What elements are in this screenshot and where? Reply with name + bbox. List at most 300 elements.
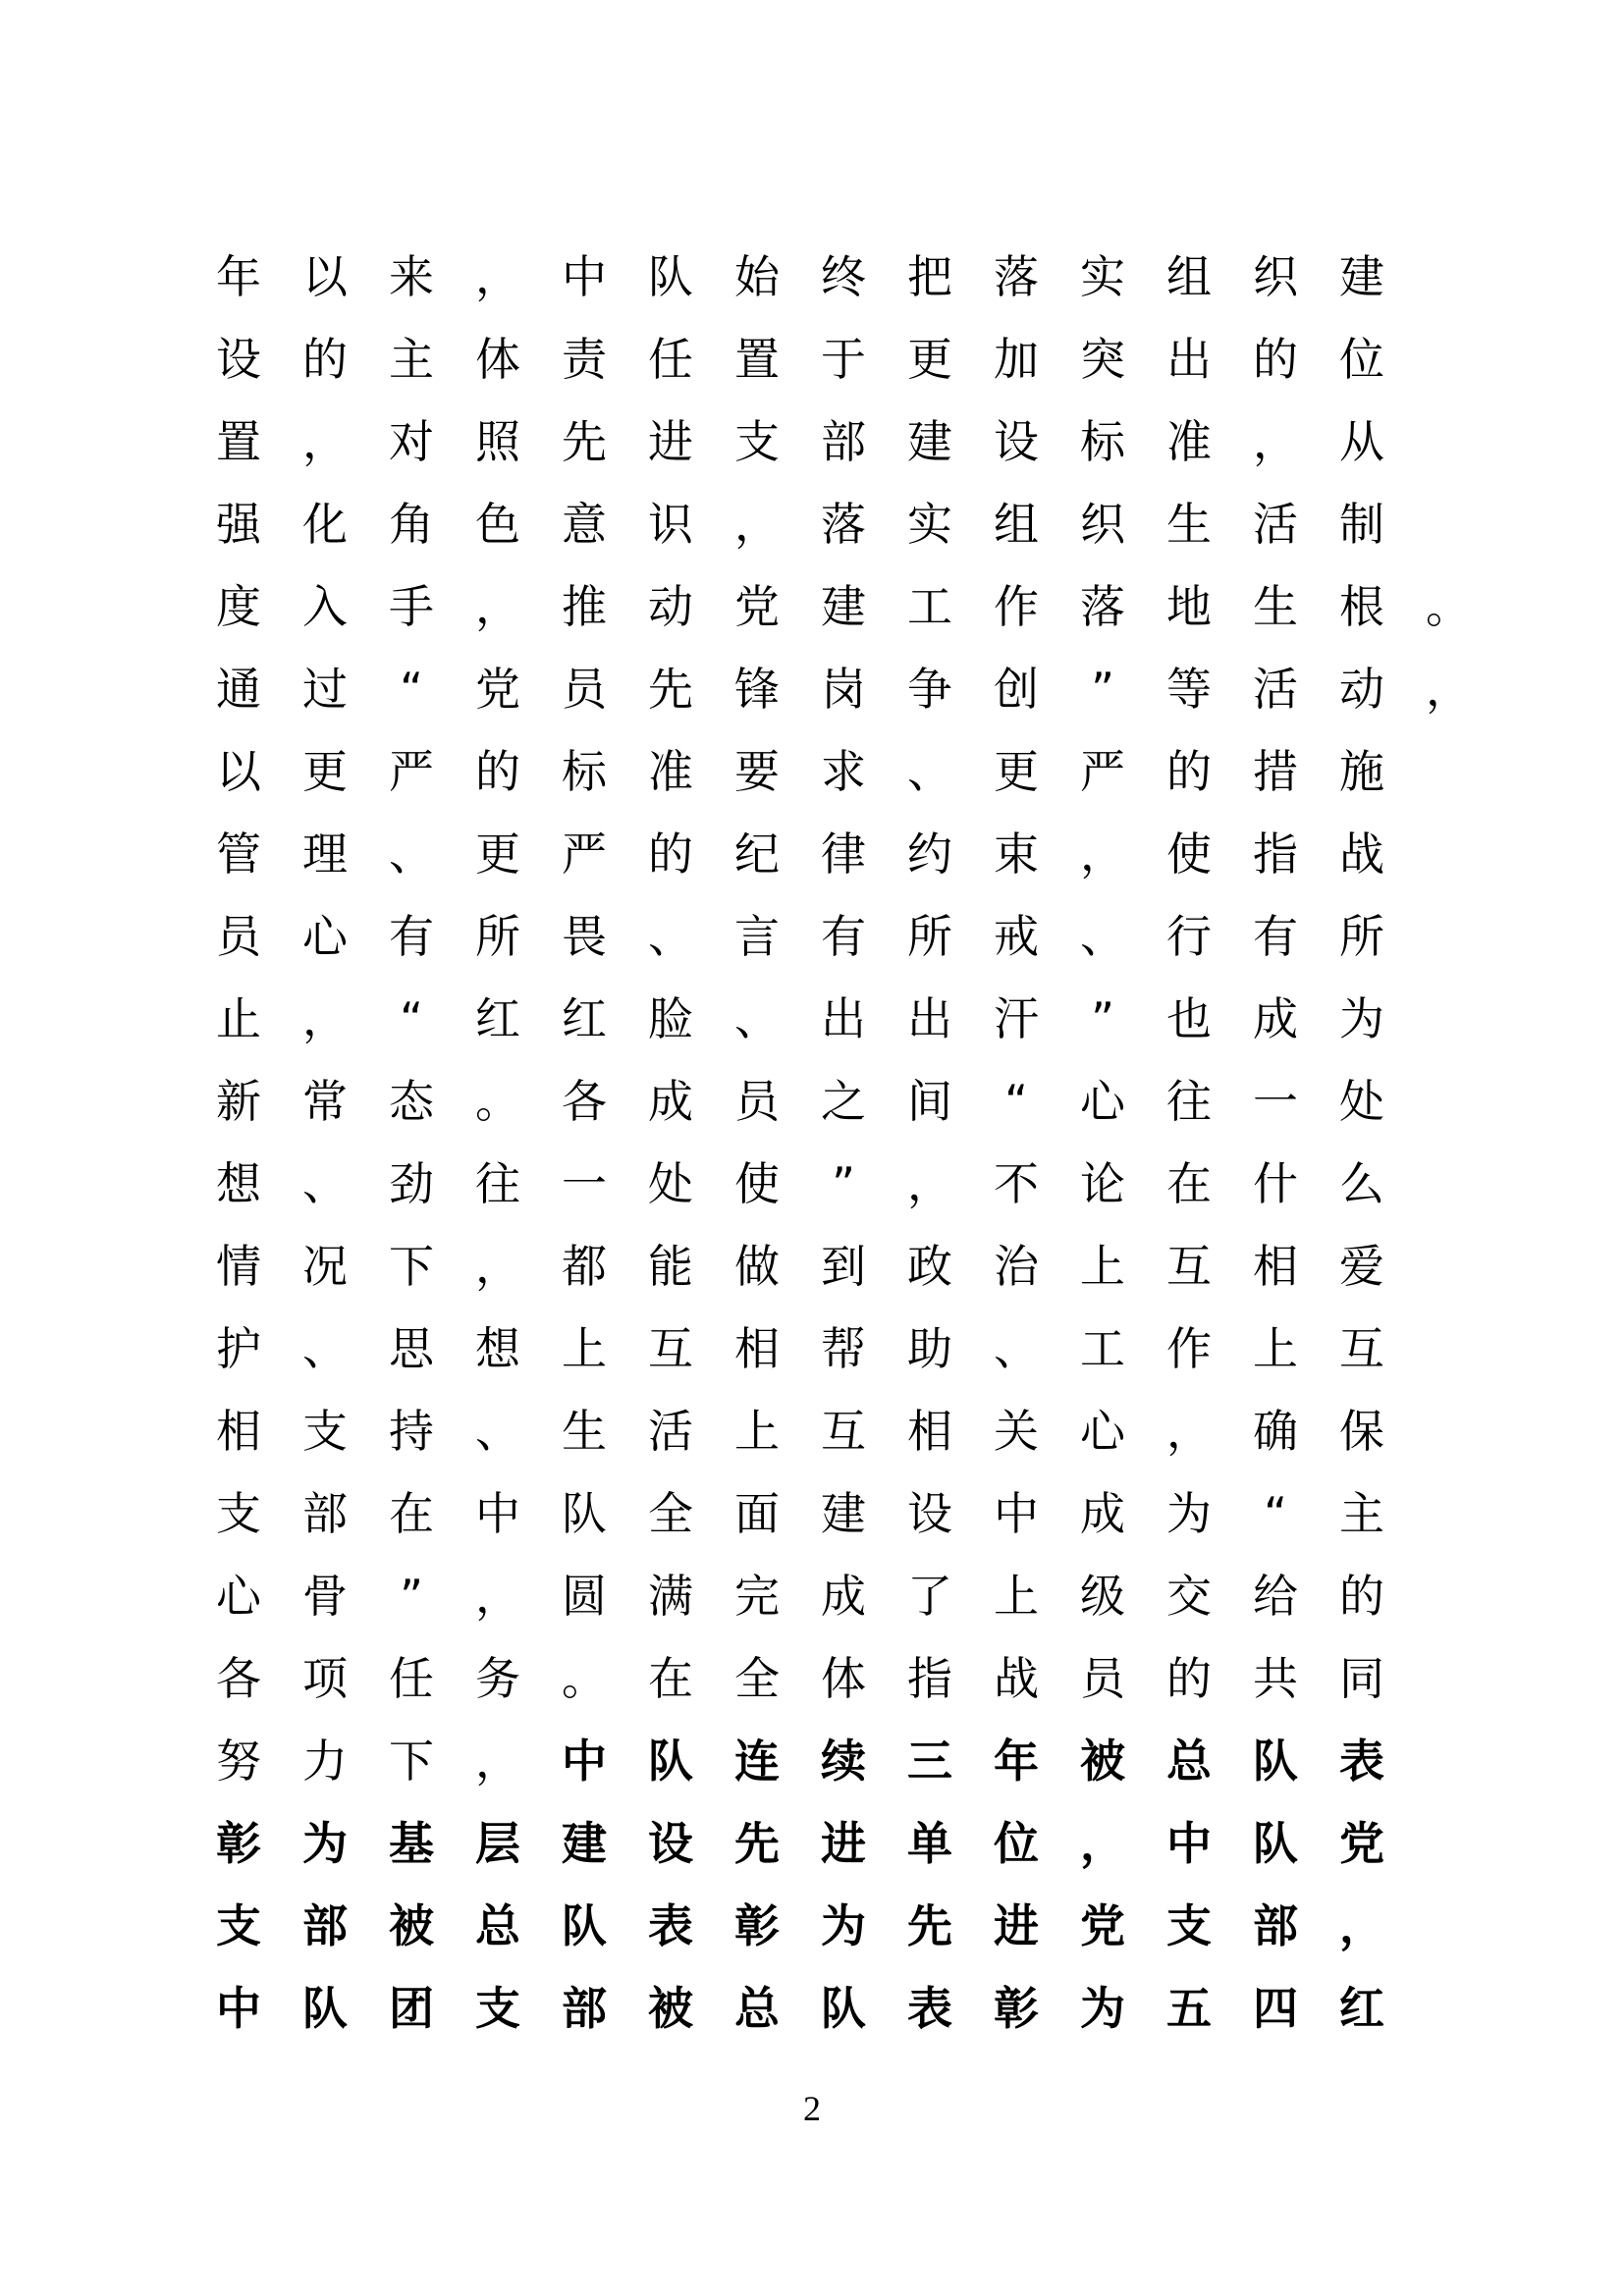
- text-char: 党: [475, 663, 520, 716]
- text-char: ，: [1253, 415, 1298, 468]
- text-char: 为: [1339, 992, 1384, 1045]
- text-char: 制: [1339, 498, 1384, 551]
- text-char: 中: [562, 1735, 607, 1788]
- text-char: 纪: [734, 828, 780, 881]
- text-char: 中: [994, 1487, 1039, 1540]
- text-char: 思: [389, 1322, 434, 1375]
- text-char: 同: [1339, 1652, 1384, 1705]
- text-char: 之: [821, 1075, 866, 1128]
- text-char: 把: [907, 250, 952, 303]
- text-char: 单: [907, 1817, 952, 1870]
- text-char: 使: [1166, 828, 1212, 881]
- text-char: 员: [1080, 1652, 1125, 1705]
- text-char: 色: [475, 498, 520, 551]
- text-char: 束: [994, 828, 1039, 881]
- text-char: 在: [648, 1652, 693, 1705]
- text-char: 连: [734, 1735, 780, 1788]
- text-char: 准: [648, 745, 693, 798]
- text-char: 工: [907, 580, 952, 633]
- text-char: 续: [821, 1735, 866, 1788]
- text-char: 组: [1166, 250, 1212, 303]
- text-char: 党: [734, 580, 780, 633]
- text-line: [209, 495, 1515, 577]
- text-char: 更: [302, 745, 348, 798]
- text-char: 任: [389, 1652, 434, 1705]
- text-char: 、: [389, 828, 434, 881]
- text-char: 相: [907, 1405, 952, 1458]
- text-char: 律: [821, 828, 866, 881]
- text-char: 什: [1253, 1157, 1298, 1210]
- text-char: “: [1004, 1075, 1028, 1128]
- text-char: 中: [216, 1982, 261, 2035]
- text-char: 使: [734, 1157, 780, 1210]
- text-char: 织: [1080, 498, 1125, 551]
- text-char: 党: [1339, 1817, 1384, 1870]
- text-line: [209, 1154, 1515, 1237]
- text-char: 支: [1166, 1899, 1212, 1952]
- text-char: 角: [389, 498, 434, 551]
- text-char: 三: [907, 1735, 952, 1788]
- text-char: 有: [389, 910, 434, 963]
- text-char: 主: [1339, 1487, 1384, 1540]
- text-char: 总: [475, 1899, 520, 1952]
- text-char: 入: [302, 580, 348, 633]
- text-char: 表: [907, 1982, 952, 2035]
- text-line: [209, 412, 1515, 495]
- text-char: 有: [821, 910, 866, 963]
- text-char: 表: [1339, 1735, 1384, 1788]
- text-char: 推: [562, 580, 607, 633]
- text-char: 往: [1166, 1075, 1212, 1128]
- text-char: 被: [389, 1899, 434, 1952]
- text-char: 队: [562, 1487, 607, 1540]
- text-char: 标: [1080, 415, 1125, 468]
- text-char: 所: [475, 910, 520, 963]
- text-char: 队: [302, 1982, 348, 2035]
- text-char: 管: [216, 828, 261, 881]
- text-char: 总: [734, 1982, 780, 2035]
- text-char: 理: [302, 828, 348, 881]
- text-char: 始: [734, 250, 780, 303]
- text-char: 满: [648, 1570, 693, 1623]
- text-char: 以: [302, 250, 348, 303]
- text-char: 相: [216, 1405, 261, 1458]
- text-char: 确: [1253, 1405, 1298, 1458]
- text-char: 实: [1080, 250, 1125, 303]
- text-char: 汗: [994, 992, 1039, 1045]
- text-char: 活: [1253, 663, 1298, 716]
- text-char: 的: [302, 333, 348, 386]
- text-char: 也: [1166, 992, 1212, 1045]
- text-char: 红: [1339, 1982, 1384, 2035]
- text-char: 建: [1339, 250, 1384, 303]
- text-char: 全: [734, 1652, 780, 1705]
- text-char: 队: [562, 1899, 607, 1952]
- text-char: 行: [1166, 910, 1212, 963]
- text-char: 表: [648, 1899, 693, 1952]
- text-char: 上: [1253, 1322, 1298, 1375]
- text-char: 生: [562, 1405, 607, 1458]
- text-char: 求: [821, 745, 866, 798]
- text-char: “: [1264, 1487, 1287, 1540]
- text-char: 设: [648, 1817, 693, 1870]
- text-char: 在: [389, 1487, 434, 1540]
- text-char: 作: [994, 580, 1039, 633]
- text-char: 论: [1080, 1157, 1125, 1210]
- text-char: 指: [907, 1652, 952, 1705]
- text-char: ”: [400, 1570, 423, 1623]
- text-char: 各: [216, 1652, 261, 1705]
- text-char: 红: [562, 992, 607, 1045]
- text-char: 间: [907, 1075, 952, 1128]
- text-line: [209, 742, 1515, 825]
- text-char: 要: [734, 745, 780, 798]
- text-char: 员: [734, 1075, 780, 1128]
- text-char: 出: [907, 992, 952, 1045]
- text-char: 脸: [648, 992, 693, 1045]
- text-char: 支: [734, 415, 780, 468]
- text-char: 主: [389, 333, 434, 386]
- text-char: 建: [907, 415, 952, 468]
- text-char: 年: [216, 250, 261, 303]
- text-char: 落: [994, 250, 1039, 303]
- text-char: 红: [475, 992, 520, 1045]
- text-char: 中: [1166, 1817, 1212, 1870]
- text-char: 。: [475, 1075, 520, 1128]
- text-line: [209, 1402, 1515, 1484]
- text-char: 四: [1253, 1982, 1298, 2035]
- text-char: 员: [562, 663, 607, 716]
- text-char: 的: [1166, 745, 1212, 798]
- text-char: 下: [389, 1735, 434, 1788]
- text-char: 互: [1166, 1240, 1212, 1293]
- text-char: “: [400, 992, 423, 1045]
- text-char: 心: [216, 1570, 261, 1623]
- text-line: [209, 1237, 1515, 1319]
- text-char: 严: [1080, 745, 1125, 798]
- text-char: ，: [475, 1240, 520, 1293]
- text-char: 团: [389, 1982, 434, 2035]
- text-char: 照: [475, 415, 520, 468]
- text-char: 完: [734, 1570, 780, 1623]
- text-char: 保: [1339, 1405, 1384, 1458]
- text-char: 被: [1080, 1735, 1125, 1788]
- text-char: 为: [302, 1817, 348, 1870]
- text-line: [209, 660, 1515, 742]
- text-line: [209, 1979, 1515, 2061]
- text-char: ，: [1080, 1817, 1125, 1870]
- text-char: ，: [302, 992, 348, 1045]
- text-char: 争: [907, 663, 952, 716]
- text-char: 一: [562, 1157, 607, 1210]
- text-char: 根: [1339, 580, 1384, 633]
- text-char: 设: [907, 1487, 952, 1540]
- text-char: 常: [302, 1075, 348, 1128]
- text-char: 项: [302, 1652, 348, 1705]
- text-char: 支: [302, 1405, 348, 1458]
- text-line: [209, 989, 1515, 1072]
- text-char: 相: [734, 1322, 780, 1375]
- text-char: 化: [302, 498, 348, 551]
- text-char: 岗: [821, 663, 866, 716]
- text-char: 上: [734, 1405, 780, 1458]
- text-char: 通: [216, 663, 261, 716]
- text-char: 助: [907, 1322, 952, 1375]
- text-char: 心: [1080, 1075, 1125, 1128]
- text-char: 体: [821, 1652, 866, 1705]
- text-char: 心: [1080, 1405, 1125, 1458]
- text-char: “: [400, 663, 423, 716]
- text-char: 全: [648, 1487, 693, 1540]
- text-char: 意: [562, 498, 607, 551]
- text-char: 面: [734, 1487, 780, 1540]
- text-char: 、: [1080, 910, 1125, 963]
- text-char: 任: [648, 333, 693, 386]
- text-char: 给: [1253, 1570, 1298, 1623]
- text-char: 上: [1080, 1240, 1125, 1293]
- text-char: 位: [994, 1817, 1039, 1870]
- text-char: 往: [475, 1157, 520, 1210]
- text-char: 队: [1253, 1735, 1298, 1788]
- text-char: 的: [648, 828, 693, 881]
- text-char: 更: [994, 745, 1039, 798]
- text-char: 度: [216, 580, 261, 633]
- text-char: 上: [562, 1322, 607, 1375]
- text-line: [209, 1072, 1515, 1154]
- text-char: 位: [1339, 333, 1384, 386]
- text-char: 下: [389, 1240, 434, 1293]
- text-char: 实: [907, 498, 952, 551]
- text-char: 部: [302, 1899, 348, 1952]
- text-char: 处: [1339, 1075, 1384, 1128]
- text-char: 先: [562, 415, 607, 468]
- text-char: 劲: [389, 1157, 434, 1210]
- text-char: 况: [302, 1240, 348, 1293]
- text-char: ”: [1091, 992, 1114, 1045]
- text-char: 五: [1166, 1982, 1212, 2035]
- text-line: [209, 577, 1515, 660]
- text-char: 能: [648, 1240, 693, 1293]
- text-char: 先: [907, 1899, 952, 1952]
- text-char: 、: [734, 992, 780, 1045]
- text-char: 关: [994, 1405, 1039, 1458]
- text-char: 言: [734, 910, 780, 963]
- text-char: 对: [389, 415, 434, 468]
- text-char: 为: [1080, 1982, 1125, 2035]
- text-char: ，: [1339, 1899, 1384, 1952]
- text-char: 部: [302, 1487, 348, 1540]
- text-char: 标: [562, 745, 607, 798]
- text-char: 党: [1080, 1899, 1125, 1952]
- text-char: 强: [216, 498, 261, 551]
- text-char: 于: [821, 333, 866, 386]
- text-char: 置: [216, 415, 261, 468]
- text-char: 战: [1339, 828, 1384, 881]
- text-char: 严: [389, 745, 434, 798]
- text-char: 队: [1253, 1817, 1298, 1870]
- text-char: 战: [994, 1652, 1039, 1705]
- text-char: 责: [562, 333, 607, 386]
- text-char: 上: [994, 1570, 1039, 1623]
- text-char: 来: [389, 250, 434, 303]
- text-char: 队: [821, 1982, 866, 2035]
- text-char: 支: [216, 1487, 261, 1540]
- text-char: 总: [1166, 1735, 1212, 1788]
- text-char: ”: [1091, 663, 1114, 716]
- text-char: 、: [302, 1157, 348, 1210]
- text-char: 为: [821, 1899, 866, 1952]
- text-char: 相: [1253, 1240, 1298, 1293]
- text-char: 从: [1339, 415, 1384, 468]
- text-char: ，: [475, 1570, 520, 1623]
- text-char: 彰: [734, 1899, 780, 1952]
- text-char: 到: [821, 1240, 866, 1293]
- text-char: 么: [1339, 1157, 1384, 1210]
- text-char: 进: [994, 1899, 1039, 1952]
- text-char: 的: [1166, 1652, 1212, 1705]
- text-char: 出: [1166, 333, 1212, 386]
- text-line: [209, 330, 1515, 412]
- text-char: 建: [821, 1487, 866, 1540]
- text-char: 级: [1080, 1570, 1125, 1623]
- text-char: 态: [389, 1075, 434, 1128]
- text-char: 、: [907, 745, 952, 798]
- text-char: 设: [994, 415, 1039, 468]
- text-char: 的: [1339, 1570, 1384, 1623]
- text-char: 爱: [1339, 1240, 1384, 1293]
- text-char: 、: [302, 1322, 348, 1375]
- text-char: 措: [1253, 745, 1298, 798]
- text-char: 想: [216, 1157, 261, 1210]
- text-char: 活: [648, 1405, 693, 1458]
- text-char: 所: [907, 910, 952, 963]
- text-char: 生: [1253, 580, 1298, 633]
- text-char: 成: [1253, 992, 1298, 1045]
- text-char: 进: [648, 415, 693, 468]
- text-char: 活: [1253, 498, 1298, 551]
- text-char: 交: [1166, 1570, 1212, 1623]
- text-char: 落: [1080, 580, 1125, 633]
- text-char: 中: [562, 250, 607, 303]
- text-char: 组: [994, 498, 1039, 551]
- text-char: 动: [1339, 663, 1384, 716]
- text-char: 施: [1339, 745, 1384, 798]
- text-char: 努: [216, 1735, 261, 1788]
- text-char: 以: [216, 745, 261, 798]
- text-char: 建: [562, 1817, 607, 1870]
- text-char: 互: [821, 1405, 866, 1458]
- text-char: 突: [1080, 333, 1125, 386]
- text-char: 做: [734, 1240, 780, 1293]
- text-char: 务: [475, 1652, 520, 1705]
- text-char: 彰: [216, 1817, 261, 1870]
- text-char: ，: [475, 1735, 520, 1788]
- text-char: 部: [1253, 1899, 1298, 1952]
- text-char: 队: [648, 250, 693, 303]
- text-char: 护: [216, 1322, 261, 1375]
- text-char: 先: [648, 663, 693, 716]
- text-char: ，: [1080, 828, 1125, 881]
- text-char: 戒: [994, 910, 1039, 963]
- text-char: 约: [907, 828, 952, 881]
- text-char: 部: [562, 1982, 607, 2035]
- text-char: 准: [1166, 415, 1212, 468]
- text-char: ，: [734, 498, 780, 551]
- text-char: 的: [1253, 333, 1298, 386]
- text-char: 严: [562, 828, 607, 881]
- text-char: 创: [994, 663, 1039, 716]
- text-char: 锋: [734, 663, 780, 716]
- text-char: 骨: [302, 1570, 348, 1623]
- text-char: 地: [1166, 580, 1212, 633]
- text-char: 彰: [994, 1982, 1039, 2035]
- text-char: 、: [994, 1322, 1039, 1375]
- text-char: ，: [1426, 663, 1471, 716]
- text-char: 员: [216, 910, 261, 963]
- text-char: 成: [648, 1075, 693, 1128]
- text-char: 成: [1080, 1487, 1125, 1540]
- text-char: ，: [475, 580, 520, 633]
- text-char: 支: [475, 1982, 520, 2035]
- text-char: 队: [648, 1735, 693, 1788]
- text-char: ”: [832, 1157, 855, 1210]
- text-char: 建: [821, 580, 866, 633]
- text-char: 终: [821, 250, 866, 303]
- body-text: [209, 247, 1515, 2061]
- text-char: 成: [821, 1570, 866, 1623]
- text-char: 治: [994, 1240, 1039, 1293]
- text-line: [209, 1732, 1515, 1814]
- text-line: [209, 1567, 1515, 1649]
- text-char: 所: [1339, 910, 1384, 963]
- text-char: 心: [302, 910, 348, 963]
- text-char: 支: [216, 1899, 261, 1952]
- text-char: ，: [1166, 1405, 1212, 1458]
- text-char: 止: [216, 992, 261, 1045]
- text-char: 一: [1253, 1075, 1298, 1128]
- text-char: 织: [1253, 250, 1298, 303]
- text-line: [209, 247, 1515, 330]
- page-number: 2: [803, 2089, 821, 2128]
- text-char: 互: [648, 1322, 693, 1375]
- text-char: 先: [734, 1817, 780, 1870]
- text-char: 手: [389, 580, 434, 633]
- text-char: 政: [907, 1240, 952, 1293]
- text-char: 年: [994, 1735, 1039, 1788]
- text-char: 有: [1253, 910, 1298, 963]
- text-char: 帮: [821, 1322, 866, 1375]
- text-char: 落: [821, 498, 866, 551]
- text-char: 互: [1339, 1322, 1384, 1375]
- text-char: 、: [475, 1405, 520, 1458]
- text-char: 生: [1166, 498, 1212, 551]
- text-line: [209, 907, 1515, 989]
- text-char: 设: [216, 333, 261, 386]
- text-char: 共: [1253, 1652, 1298, 1705]
- text-line: [209, 1814, 1515, 1896]
- text-char: 识: [648, 498, 693, 551]
- text-char: ，: [907, 1157, 952, 1210]
- text-char: 作: [1166, 1322, 1212, 1375]
- text-char: 。: [562, 1652, 607, 1705]
- text-char: 力: [302, 1735, 348, 1788]
- text-char: 工: [1080, 1322, 1125, 1375]
- text-line: [209, 1484, 1515, 1567]
- text-char: 为: [1166, 1487, 1212, 1540]
- text-line: [209, 1896, 1515, 1979]
- text-char: 不: [994, 1157, 1039, 1210]
- text-char: ，: [302, 415, 348, 468]
